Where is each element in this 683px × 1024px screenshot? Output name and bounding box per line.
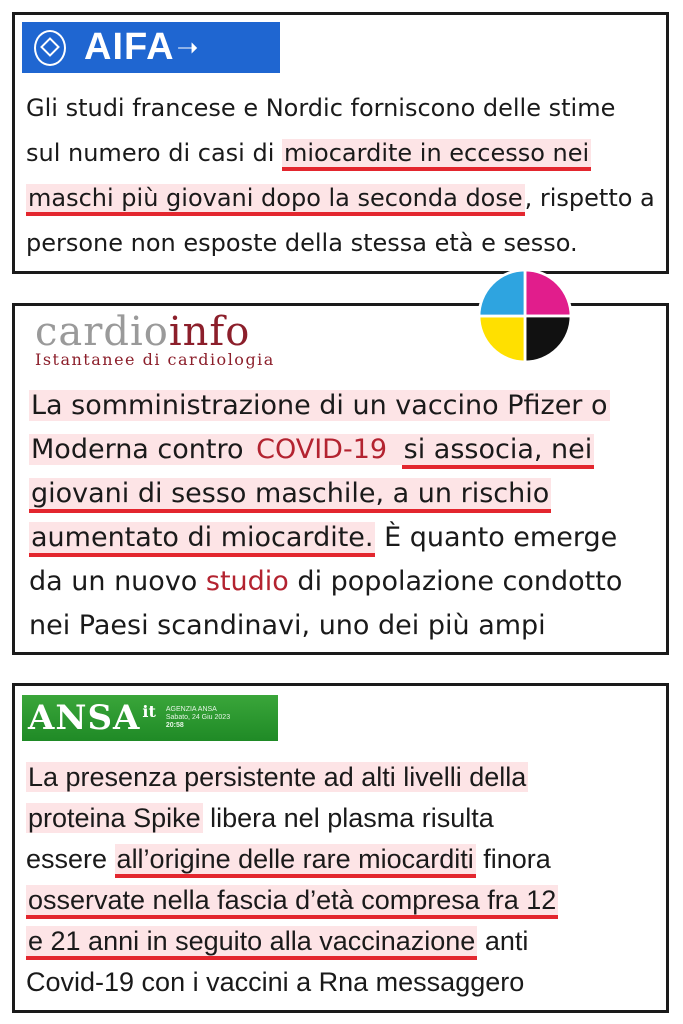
highlighted-text: miocardite in eccesso nei [282, 139, 591, 171]
underlined-text: all’origine delle rare miocarditi [115, 844, 476, 878]
ansa-line-3 [26, 844, 551, 875]
highlighted-link-text: COVID-19 [256, 434, 388, 465]
highlighted-text: La somministrazione di un vaccino Pfizer o [31, 390, 608, 421]
text-segment: di popolazione condotto [288, 566, 623, 597]
cardio-line-6 [29, 610, 546, 641]
ansa-line-5 [26, 926, 528, 957]
studio-link[interactable]: studio [205, 566, 289, 597]
ansa-line-2 [26, 803, 494, 834]
ansa-card [12, 683, 669, 1013]
ansa-line-4 [26, 885, 558, 916]
text-segment: , rispetto a [524, 184, 655, 212]
cardio-line-5 [29, 566, 622, 597]
aifa-logo [22, 22, 280, 73]
text-segment: finora [475, 844, 551, 874]
highlighted-text: Moderna contro [31, 434, 253, 465]
text-segment: È quanto emerge [375, 522, 618, 553]
ansa-source: AGENZIA ANSA [165, 706, 217, 713]
text-segment: da un nuovo [29, 566, 206, 597]
highlighted-text: La presenza persistente ad alti livelli della [28, 762, 527, 792]
ansa-dateline [166, 706, 230, 730]
text-segment: libera nel plasma risulta [202, 803, 494, 833]
text-segment: persone non esposte della stessa età e sesso. [26, 229, 578, 257]
ansa-logo [22, 695, 278, 741]
text-segment: sul numero di casi di [26, 139, 282, 167]
aifa-logo-text: AIFA [84, 26, 175, 68]
aifa-line-3 [26, 184, 655, 212]
cardio-line-4 [29, 522, 617, 553]
aifa-line-4 [26, 229, 578, 257]
logo-part: info [168, 309, 251, 355]
aifa-card [12, 12, 669, 274]
highlighted-text: maschi più giovani dopo la seconda dose [26, 184, 525, 216]
cmyk-color-wheel-icon [476, 270, 574, 362]
ansa-date: Sabato, 24 Giu 2023 [165, 714, 231, 721]
cardioinfo-logo-subtitle: Istantanee di cardiologia [35, 350, 275, 369]
italian-republic-emblem-icon [34, 30, 66, 66]
highlighted-text: proteina Spike [28, 803, 201, 833]
underlined-text: osservate nella fascia d’età compresa fra 12 [26, 885, 558, 919]
ansa-logo-name: ANSA [28, 698, 141, 738]
aifa-line-1 [26, 94, 615, 122]
arrow-right-icon: ➝ [176, 32, 199, 63]
cardio-line-2 [29, 434, 594, 465]
underlined-text: e 21 anni in seguito alla vaccinazione [26, 926, 477, 960]
cardio-line-1 [29, 390, 610, 421]
underlined-text: aumentato di miocardite. [29, 522, 375, 557]
cardioinfo-logo [35, 310, 275, 369]
text-segment: Covid-19 con i vaccini a Rna messaggero [26, 967, 525, 997]
ansa-line-1 [26, 762, 528, 793]
cardio-line-3 [29, 478, 551, 509]
logo-part: cardio [35, 309, 169, 355]
text-segment: essere [26, 844, 115, 874]
underlined-text: giovani di sesso maschile, a un rischio [29, 478, 551, 513]
text-segment: nei Paesi scandinavi, uno dei più ampi [29, 610, 546, 641]
ansa-logo-it: it [142, 701, 156, 721]
cardioinfo-logo-name [35, 310, 275, 354]
text-segment: anti [477, 926, 529, 956]
text-segment: Gli studi francese e Nordic forniscono delle stime [26, 94, 616, 122]
ansa-time: 20:58 [165, 722, 184, 729]
text-segment [389, 434, 402, 465]
underlined-text: si associa, nei [402, 434, 595, 469]
ansa-line-6 [26, 967, 524, 998]
aifa-line-2 [26, 139, 591, 167]
